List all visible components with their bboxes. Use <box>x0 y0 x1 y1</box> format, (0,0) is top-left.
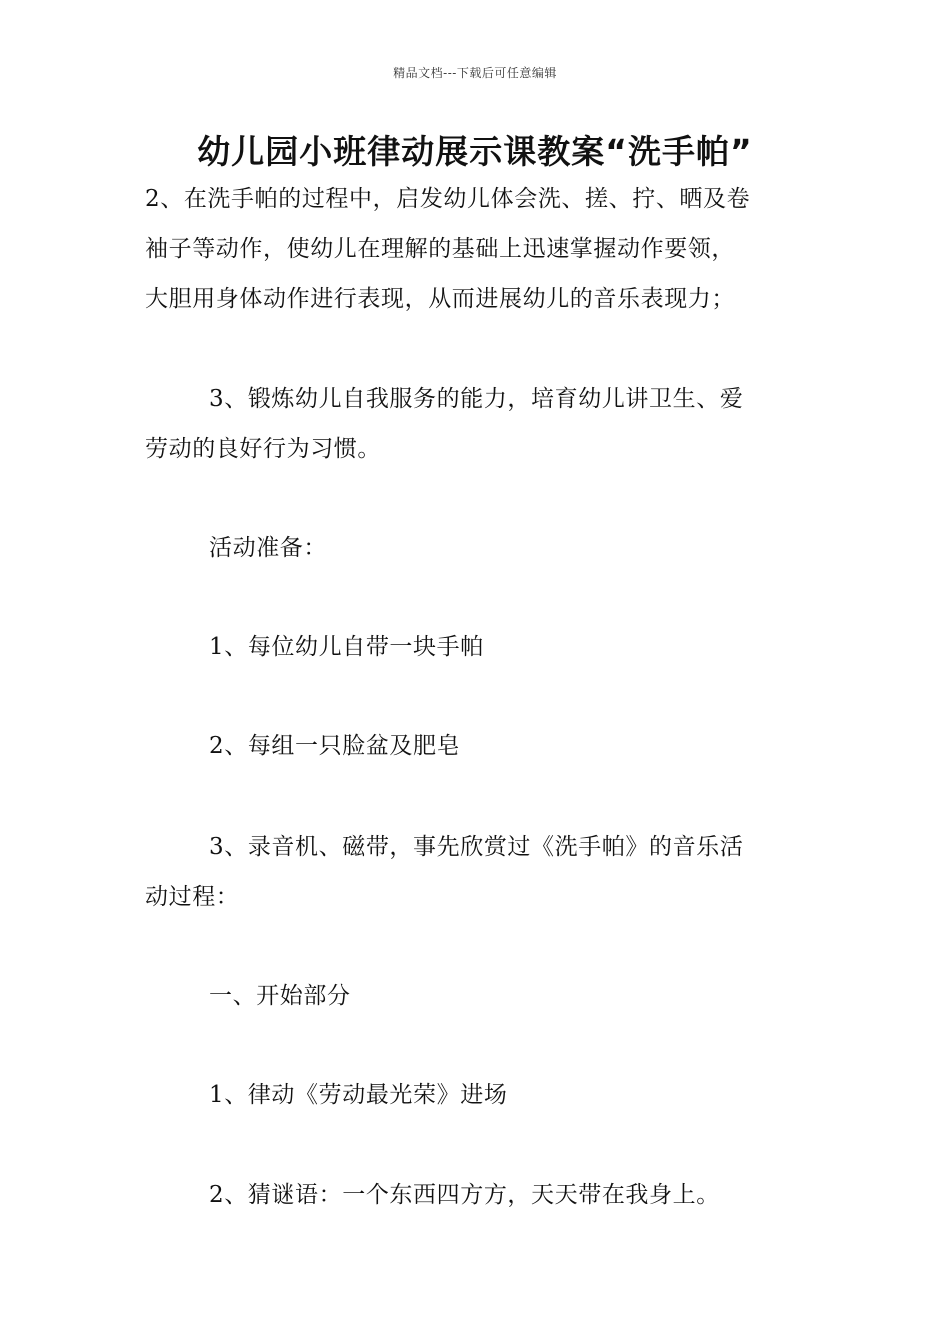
preparation-item-3-line-1: 3、录音机、磁带，事先欣赏过《洗手帕》的音乐活 <box>209 834 744 860</box>
goal-2-line-2: 袖子等动作，使幼儿在理解的基础上迅速掌握动作要领， <box>145 236 735 262</box>
preparation-item-2-text: 2、每组一只脸盆及肥皂 <box>209 733 461 759</box>
goal-3-line-1: 3、锻炼幼儿自我服务的能力，培育幼儿讲卫生、爱 <box>209 386 744 412</box>
part-1-heading <box>145 971 810 1021</box>
step-2 <box>145 1170 810 1220</box>
preparation-item-2 <box>145 721 810 771</box>
preparation-item-3-line-2: 动过程： <box>145 884 240 910</box>
preparation-heading <box>145 523 810 573</box>
goal-2-line-3: 大胆用身体动作进行表现，从而进展幼儿的音乐表现力； <box>145 286 735 312</box>
page-header: 精品文档---下载后可任意编辑 <box>393 66 557 80</box>
part-1-heading-text: 一、开始部分 <box>209 983 351 1009</box>
step-1-text: 1、律动《劳动最光荣》进场 <box>209 1082 508 1108</box>
preparation-item-1 <box>145 622 810 672</box>
preparation-item-3 <box>145 822 810 922</box>
goal-2-paragraph <box>145 174 810 324</box>
preparation-item-1-text: 1、每位幼儿自带一块手帕 <box>209 634 484 660</box>
goal-2-line-1: 2、在洗手帕的过程中，启发幼儿体会洗、搓、拧、晒及卷 <box>145 186 751 212</box>
preparation-heading-text: 活动准备： <box>209 535 327 561</box>
step-1 <box>145 1070 810 1120</box>
goal-3-paragraph <box>145 374 810 474</box>
step-2-text: 2、猜谜语：一个东西四方方，天天带在我身上。 <box>209 1182 720 1208</box>
document-title: 幼儿园小班律动展示课教案“洗手帕” <box>197 132 753 171</box>
goal-3-line-2: 劳动的良好行为习惯。 <box>145 436 381 462</box>
